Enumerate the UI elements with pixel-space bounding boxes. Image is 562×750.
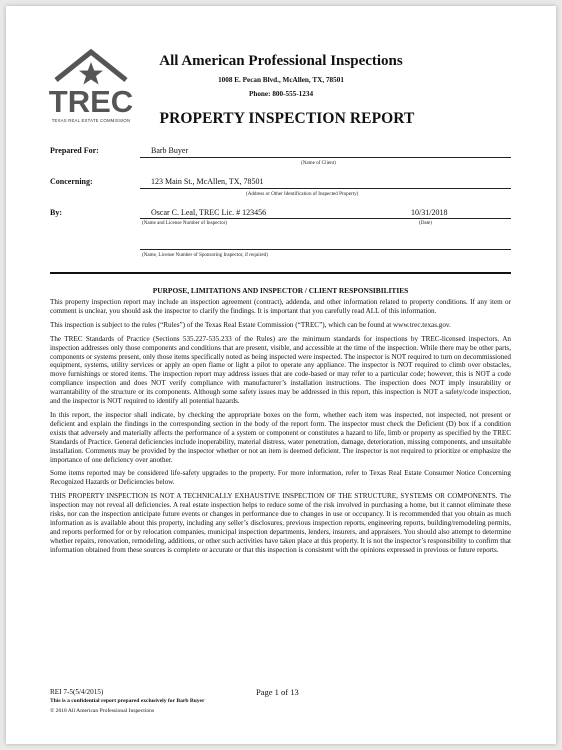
sponsor-caption: (Name, License Number of Sponsoring Inspector, if required) [142,252,268,258]
purpose-paragraph: THIS PROPERTY INSPECTION IS NOT A TECHNICALLY EXHAUSTIVE INSPECTION OF THE STRUCTURE, SYSTEMS OR COMPONENTS. The inspection may not reveal all deficiencies. A real estate inspection helps to reduce some of the risk involved in purchasing a home, but it cannot eliminate these risks, nor can the inspection anticipate future events or changes in performance due to changes in use or occupancy. It is recommended that you obtain as much information as is available about this property, including any seller’s disclosures, previous inspection reports, engineering reports, building/remodeling permits, and reports performed for or by relocation companies, municipal inspection departments, lenders, insurers, and appraisers. You should also attempt to determine whether repairs, renovation, remodeling, additions, or other such activities have taken place at this property. It is not the inspector’s responsibility to confirm that information obtained from these sources is complete or accurate or that this inspection is consistent with the opinions expressed in previous or future reports. [50,492,511,554]
date-caption: (Date) [419,220,433,226]
property-address: 123 Main St., McAllen, TX, 78501 [151,177,264,186]
client-caption: (Name of Client) [301,160,336,166]
purpose-paragraph: Some items reported may be considered life-safety upgrades to the property. For more information, refer to Texas Real Estate Consumer Notice Concerning Recognized Hazards or Deficiencies below. [50,469,511,487]
company-name: All American Professional Inspections [159,53,403,69]
inspection-date: 10/31/2018 [411,208,448,217]
confidential-notice: This is a confidential report prepared exclusively for Barb Buyer [50,698,205,704]
copyright: © 2018 All American Professional Inspections [50,708,155,714]
section-divider [50,272,511,274]
report-title: PROPERTY INSPECTION REPORT [159,110,415,127]
purpose-heading: PURPOSE, LIMITATIONS AND INSPECTOR / CLIENT RESPONSIBILITIES [152,286,409,295]
purpose-paragraph: The TREC Standards of Practice (Sections 535.227-535.233 of the Rules) are the minimum standards for inspections by TREC-licensed inspectors. An inspection addresses only those components and conditions that are present, visible, and accessible at the time of the inspection. While there may be other parts, components or systems present, only those items specifically noted as being inspected were inspected. The inspector is NOT required to turn on decommissioned equipment, systems, utility services or apply an open flame or light a pilot to operate any appliance. The inspector is NOT required to climb over obstacles, move furnishings or stored items. The inspection report may address issues that are code-based or may refer to a particular code; however, this is NOT a code compliance inspection and does NOT verify compliance with manufacturer’s installation instructions. The inspection does NOT imply insurability or warrantability of the structure or its components. Although some safety issues may be addressed in this report, this inspection is NOT a safety/code inspection, and the inspector is NOT required to identify all potential hazards. [50,334,511,406]
property-caption: (Address or Other Identification of Inspected Property) [246,191,359,197]
page-number: Page 1 of 13 [256,687,299,697]
purpose-body [50,298,511,560]
prepared-for-label: Prepared For: [50,146,99,155]
client-line [140,157,511,158]
company-address: 1008 E. Pecan Blvd., McAllen, TX, 78501 [218,76,344,84]
trec-logo [46,46,136,128]
property-line [140,188,511,189]
concerning-label: Concerning: [50,177,93,186]
inspector-line [140,218,511,219]
company-phone: Phone: 800-555-1234 [248,90,314,98]
trec-wordmark [46,86,136,116]
client-name: Barb Buyer [151,146,189,155]
purpose-paragraph: This inspection is subject to the rules (“Rules”) of the Texas Real Estate Commission (“TREC”), which can be found at www.trec.texas.gov. [50,320,451,329]
form-reference: REI 7-5(5/4/2015) [50,688,104,696]
purpose-paragraph: This property inspection report may include an inspection agreement (contract), addenda, and other information related to property conditions. If any item or comment is unclear, you should ask the inspector to clarify the findings. It is important that you carefully read ALL of this information. [50,298,511,315]
inspector-name: Oscar C. Leal, TREC Lic. # 123456 [151,208,267,217]
logo-caption: TEXAS REAL ESTATE COMMISSION [51,118,131,123]
svg-text:TREC: TREC [48,86,134,116]
inspector-caption: (Name and License Number of Inspector) [142,220,228,226]
purpose-paragraph: In this report, the inspector shall indicate, by checking the appropriate boxes on the form, whether each item was inspected, not inspected, not present or deficient and explain the findings in the corresponding section in the body of the report form. The inspector must check the Deficient (D) box if a condition exists that adversely and materially affects the performance of a system or component or constitutes a hazard to life, limb or property as specified by the TREC Standards of Practice. General deficiencies include inoperability, material distress, water penetration, damage, deterioration, missing components, and unsuitable installation. Comments may be provided by the inspector whether or not an item is deemed deficient. The inspector is not required to prioritize or emphasize the importance of one deficiency over another. [50,410,511,464]
report-page [6,6,556,744]
by-label: By: [50,208,62,217]
sponsor-line [140,249,511,250]
